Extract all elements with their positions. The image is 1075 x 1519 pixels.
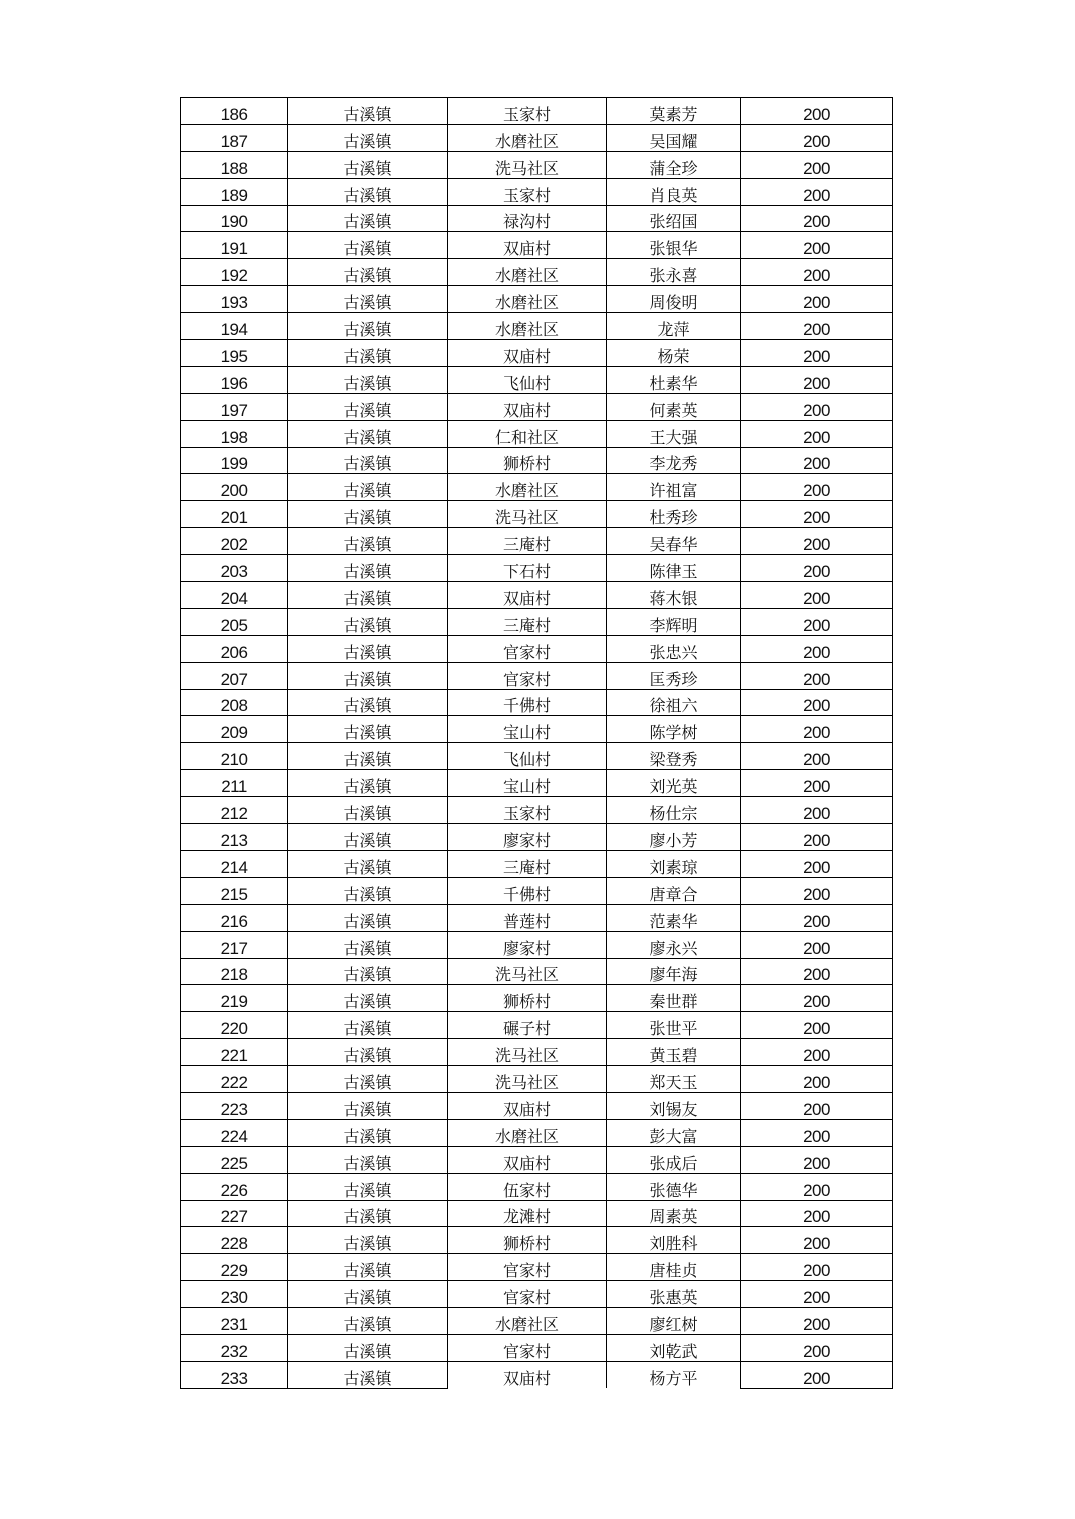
cell-row-number: 221 — [181, 1039, 288, 1066]
cell-row-number: 222 — [181, 1066, 288, 1093]
cell-town-name: 古溪镇 — [288, 259, 448, 286]
cell-town-name: 古溪镇 — [288, 1173, 448, 1200]
cell-amount: 200 — [741, 1227, 893, 1254]
cell-person-name: 张成后 — [607, 1146, 741, 1173]
cell-row-number: 217 — [181, 931, 288, 958]
cell-person-name: 蒲全珍 — [607, 151, 741, 178]
cell-person-name: 廖年海 — [607, 958, 741, 985]
table-row — [181, 528, 893, 555]
cell-village-name: 仁和社区 — [448, 420, 607, 447]
cell-amount: 200 — [741, 662, 893, 689]
table-row — [181, 474, 893, 501]
cell-amount: 200 — [741, 474, 893, 501]
cell-row-number: 198 — [181, 420, 288, 447]
cell-town-name: 古溪镇 — [288, 205, 448, 232]
table-row — [181, 286, 893, 313]
table-row — [181, 743, 893, 770]
table-row — [181, 1361, 893, 1388]
cell-village-name: 官家村 — [448, 662, 607, 689]
cell-person-name: 张绍国 — [607, 205, 741, 232]
cell-town-name: 古溪镇 — [288, 770, 448, 797]
cell-row-number: 210 — [181, 743, 288, 770]
cell-town-name: 古溪镇 — [288, 420, 448, 447]
cell-village-name: 双庙村 — [448, 1361, 607, 1388]
table-row — [181, 366, 893, 393]
table-row — [181, 797, 893, 824]
cell-village-name: 水磨社区 — [448, 1119, 607, 1146]
cell-amount: 200 — [741, 689, 893, 716]
cell-amount: 200 — [741, 501, 893, 528]
cell-village-name: 狮桥村 — [448, 447, 607, 474]
cell-row-number: 193 — [181, 286, 288, 313]
table-row — [181, 1173, 893, 1200]
cell-town-name: 古溪镇 — [288, 743, 448, 770]
cell-person-name: 匡秀珍 — [607, 662, 741, 689]
table-row — [181, 635, 893, 662]
cell-town-name: 古溪镇 — [288, 1200, 448, 1227]
cell-row-number: 214 — [181, 850, 288, 877]
cell-row-number: 208 — [181, 689, 288, 716]
cell-village-name: 飞仙村 — [448, 743, 607, 770]
cell-person-name: 郑天玉 — [607, 1066, 741, 1093]
table-row — [181, 1039, 893, 1066]
table-row — [181, 447, 893, 474]
cell-amount: 200 — [741, 555, 893, 582]
cell-town-name: 古溪镇 — [288, 555, 448, 582]
cell-row-number: 227 — [181, 1200, 288, 1227]
table-row — [181, 608, 893, 635]
cell-row-number: 219 — [181, 985, 288, 1012]
cell-person-name: 吴春华 — [607, 528, 741, 555]
cell-amount: 200 — [741, 286, 893, 313]
cell-person-name: 蒋木银 — [607, 582, 741, 609]
cell-amount: 200 — [741, 528, 893, 555]
cell-amount: 200 — [741, 178, 893, 205]
cell-person-name: 何素英 — [607, 393, 741, 420]
cell-row-number: 209 — [181, 716, 288, 743]
table-row — [181, 420, 893, 447]
cell-town-name: 古溪镇 — [288, 824, 448, 851]
cell-person-name: 梁登秀 — [607, 743, 741, 770]
cell-village-name: 宝山村 — [448, 770, 607, 797]
cell-row-number: 216 — [181, 904, 288, 931]
cell-person-name: 李龙秀 — [607, 447, 741, 474]
cell-town-name: 古溪镇 — [288, 797, 448, 824]
cell-amount: 200 — [741, 98, 893, 125]
table-row — [181, 1200, 893, 1227]
table-row — [181, 1012, 893, 1039]
cell-amount: 200 — [741, 743, 893, 770]
cell-row-number: 192 — [181, 259, 288, 286]
cell-person-name: 唐章合 — [607, 877, 741, 904]
cell-person-name: 杨方平 — [607, 1361, 741, 1388]
cell-person-name: 龙萍 — [607, 313, 741, 340]
subsidy-table — [180, 97, 893, 1389]
cell-amount: 200 — [741, 340, 893, 367]
cell-amount: 200 — [741, 877, 893, 904]
cell-row-number: 203 — [181, 555, 288, 582]
cell-town-name: 古溪镇 — [288, 1334, 448, 1361]
cell-village-name: 双庙村 — [448, 1146, 607, 1173]
cell-village-name: 水磨社区 — [448, 1308, 607, 1335]
cell-row-number: 196 — [181, 366, 288, 393]
cell-town-name: 古溪镇 — [288, 958, 448, 985]
cell-row-number: 187 — [181, 124, 288, 151]
cell-town-name: 古溪镇 — [288, 98, 448, 125]
table-row — [181, 770, 893, 797]
cell-amount: 200 — [741, 420, 893, 447]
cell-town-name: 古溪镇 — [288, 985, 448, 1012]
subsidy-table-container — [180, 97, 892, 1389]
cell-person-name: 刘锡友 — [607, 1092, 741, 1119]
cell-row-number: 202 — [181, 528, 288, 555]
table-row — [181, 1146, 893, 1173]
cell-amount: 200 — [741, 1039, 893, 1066]
cell-row-number: 223 — [181, 1092, 288, 1119]
table-row — [181, 1066, 893, 1093]
cell-town-name: 古溪镇 — [288, 582, 448, 609]
cell-amount: 200 — [741, 1146, 893, 1173]
cell-amount: 200 — [741, 716, 893, 743]
cell-town-name: 古溪镇 — [288, 232, 448, 259]
cell-village-name: 官家村 — [448, 635, 607, 662]
cell-row-number: 199 — [181, 447, 288, 474]
cell-row-number: 229 — [181, 1254, 288, 1281]
cell-amount: 200 — [741, 1254, 893, 1281]
cell-town-name: 古溪镇 — [288, 151, 448, 178]
cell-town-name: 古溪镇 — [288, 528, 448, 555]
cell-town-name: 古溪镇 — [288, 1227, 448, 1254]
cell-amount: 200 — [741, 635, 893, 662]
cell-amount: 200 — [741, 1119, 893, 1146]
cell-amount: 200 — [741, 1092, 893, 1119]
cell-village-name: 狮桥村 — [448, 1227, 607, 1254]
table-row — [181, 877, 893, 904]
cell-person-name: 李辉明 — [607, 608, 741, 635]
cell-town-name: 古溪镇 — [288, 340, 448, 367]
cell-row-number: 232 — [181, 1334, 288, 1361]
cell-village-name: 水磨社区 — [448, 474, 607, 501]
cell-person-name: 张银华 — [607, 232, 741, 259]
table-row — [181, 313, 893, 340]
cell-amount: 200 — [741, 1308, 893, 1335]
table-row — [181, 1281, 893, 1308]
cell-town-name: 古溪镇 — [288, 635, 448, 662]
cell-amount: 200 — [741, 608, 893, 635]
cell-village-name: 双庙村 — [448, 340, 607, 367]
cell-person-name: 徐祖六 — [607, 689, 741, 716]
cell-town-name: 古溪镇 — [288, 877, 448, 904]
cell-person-name: 张德华 — [607, 1173, 741, 1200]
cell-row-number: 204 — [181, 582, 288, 609]
cell-town-name: 古溪镇 — [288, 178, 448, 205]
table-row — [181, 1092, 893, 1119]
table-row — [181, 205, 893, 232]
table-row — [181, 151, 893, 178]
cell-village-name: 水磨社区 — [448, 313, 607, 340]
table-row — [181, 232, 893, 259]
cell-amount: 200 — [741, 824, 893, 851]
cell-row-number: 212 — [181, 797, 288, 824]
cell-village-name: 三庵村 — [448, 528, 607, 555]
cell-town-name: 古溪镇 — [288, 1039, 448, 1066]
cell-row-number: 215 — [181, 877, 288, 904]
cell-person-name: 黄玉碧 — [607, 1039, 741, 1066]
table-row — [181, 716, 893, 743]
table-body — [181, 98, 893, 1389]
cell-person-name: 张惠英 — [607, 1281, 741, 1308]
cell-person-name: 廖红树 — [607, 1308, 741, 1335]
cell-village-name: 水磨社区 — [448, 286, 607, 313]
table-row — [181, 850, 893, 877]
cell-town-name: 古溪镇 — [288, 447, 448, 474]
cell-person-name: 刘胜科 — [607, 1227, 741, 1254]
cell-village-name: 千佛村 — [448, 689, 607, 716]
cell-person-name: 吴国耀 — [607, 124, 741, 151]
cell-person-name: 周素英 — [607, 1200, 741, 1227]
cell-town-name: 古溪镇 — [288, 1066, 448, 1093]
cell-town-name: 古溪镇 — [288, 313, 448, 340]
table-row — [181, 582, 893, 609]
cell-person-name: 陈学树 — [607, 716, 741, 743]
cell-town-name: 古溪镇 — [288, 286, 448, 313]
cell-person-name: 廖小芳 — [607, 824, 741, 851]
cell-town-name: 古溪镇 — [288, 904, 448, 931]
cell-person-name: 许祖富 — [607, 474, 741, 501]
cell-village-name: 洗马社区 — [448, 1066, 607, 1093]
table-row — [181, 340, 893, 367]
table-row — [181, 931, 893, 958]
table-row — [181, 259, 893, 286]
cell-village-name: 双庙村 — [448, 232, 607, 259]
cell-town-name: 古溪镇 — [288, 393, 448, 420]
cell-row-number: 206 — [181, 635, 288, 662]
table-row — [181, 393, 893, 420]
table-row — [181, 689, 893, 716]
cell-village-name: 宝山村 — [448, 716, 607, 743]
cell-person-name: 张世平 — [607, 1012, 741, 1039]
table-row — [181, 1308, 893, 1335]
cell-row-number: 213 — [181, 824, 288, 851]
cell-town-name: 古溪镇 — [288, 1308, 448, 1335]
cell-amount: 200 — [741, 1173, 893, 1200]
cell-village-name: 龙滩村 — [448, 1200, 607, 1227]
cell-village-name: 洗马社区 — [448, 1039, 607, 1066]
table-row — [181, 958, 893, 985]
cell-person-name: 杜秀珍 — [607, 501, 741, 528]
cell-row-number: 225 — [181, 1146, 288, 1173]
cell-row-number: 190 — [181, 205, 288, 232]
cell-person-name: 杨仕宗 — [607, 797, 741, 824]
cell-amount: 200 — [741, 366, 893, 393]
cell-village-name: 官家村 — [448, 1334, 607, 1361]
cell-person-name: 彭大富 — [607, 1119, 741, 1146]
cell-town-name: 古溪镇 — [288, 474, 448, 501]
cell-person-name: 张忠兴 — [607, 635, 741, 662]
cell-amount: 200 — [741, 393, 893, 420]
table-row — [181, 501, 893, 528]
cell-person-name: 莫素芳 — [607, 98, 741, 125]
cell-row-number: 189 — [181, 178, 288, 205]
cell-person-name: 杨荣 — [607, 340, 741, 367]
cell-village-name: 普莲村 — [448, 904, 607, 931]
cell-row-number: 207 — [181, 662, 288, 689]
cell-village-name: 玉家村 — [448, 797, 607, 824]
cell-village-name: 洗马社区 — [448, 501, 607, 528]
cell-amount: 200 — [741, 232, 893, 259]
cell-village-name: 玉家村 — [448, 98, 607, 125]
cell-row-number: 220 — [181, 1012, 288, 1039]
table-row — [181, 824, 893, 851]
cell-amount: 200 — [741, 259, 893, 286]
table-row — [181, 178, 893, 205]
cell-amount: 200 — [741, 1281, 893, 1308]
cell-town-name: 古溪镇 — [288, 1361, 448, 1388]
cell-village-name: 双庙村 — [448, 582, 607, 609]
cell-person-name: 陈律玉 — [607, 555, 741, 582]
cell-village-name: 洗马社区 — [448, 958, 607, 985]
cell-person-name: 秦世群 — [607, 985, 741, 1012]
cell-person-name: 杜素华 — [607, 366, 741, 393]
cell-row-number: 195 — [181, 340, 288, 367]
table-row — [181, 1254, 893, 1281]
cell-village-name: 水磨社区 — [448, 124, 607, 151]
cell-town-name: 古溪镇 — [288, 716, 448, 743]
cell-amount: 200 — [741, 958, 893, 985]
cell-row-number: 194 — [181, 313, 288, 340]
cell-row-number: 188 — [181, 151, 288, 178]
cell-village-name: 洗马社区 — [448, 151, 607, 178]
cell-amount: 200 — [741, 1012, 893, 1039]
cell-village-name: 飞仙村 — [448, 366, 607, 393]
cell-row-number: 205 — [181, 608, 288, 635]
table-row — [181, 662, 893, 689]
table-row — [181, 904, 893, 931]
cell-village-name: 双庙村 — [448, 1092, 607, 1119]
cell-town-name: 古溪镇 — [288, 1012, 448, 1039]
cell-row-number: 211 — [181, 770, 288, 797]
cell-person-name: 刘乾武 — [607, 1334, 741, 1361]
cell-village-name: 下石村 — [448, 555, 607, 582]
cell-town-name: 古溪镇 — [288, 1092, 448, 1119]
cell-village-name: 伍家村 — [448, 1173, 607, 1200]
cell-town-name: 古溪镇 — [288, 608, 448, 635]
cell-village-name: 官家村 — [448, 1281, 607, 1308]
table-row — [181, 124, 893, 151]
cell-row-number: 197 — [181, 393, 288, 420]
cell-town-name: 古溪镇 — [288, 850, 448, 877]
cell-row-number: 191 — [181, 232, 288, 259]
cell-amount: 200 — [741, 313, 893, 340]
cell-amount: 200 — [741, 1361, 893, 1388]
cell-village-name: 廖家村 — [448, 931, 607, 958]
table-row — [181, 1334, 893, 1361]
cell-town-name: 古溪镇 — [288, 1119, 448, 1146]
cell-amount: 200 — [741, 797, 893, 824]
cell-person-name: 张永喜 — [607, 259, 741, 286]
cell-town-name: 古溪镇 — [288, 1254, 448, 1281]
cell-village-name: 玉家村 — [448, 178, 607, 205]
cell-village-name: 双庙村 — [448, 393, 607, 420]
cell-row-number: 186 — [181, 98, 288, 125]
cell-row-number: 233 — [181, 1361, 288, 1388]
cell-amount: 200 — [741, 1334, 893, 1361]
cell-town-name: 古溪镇 — [288, 1146, 448, 1173]
cell-person-name: 王大强 — [607, 420, 741, 447]
cell-amount: 200 — [741, 985, 893, 1012]
cell-village-name: 千佛村 — [448, 877, 607, 904]
cell-person-name: 刘光英 — [607, 770, 741, 797]
cell-row-number: 218 — [181, 958, 288, 985]
cell-village-name: 碾子村 — [448, 1012, 607, 1039]
cell-person-name: 廖永兴 — [607, 931, 741, 958]
cell-person-name: 唐桂贞 — [607, 1254, 741, 1281]
cell-village-name: 三庵村 — [448, 850, 607, 877]
cell-amount: 200 — [741, 1066, 893, 1093]
cell-amount: 200 — [741, 1200, 893, 1227]
cell-amount: 200 — [741, 904, 893, 931]
cell-village-name: 禄沟村 — [448, 205, 607, 232]
cell-town-name: 古溪镇 — [288, 124, 448, 151]
cell-amount: 200 — [741, 151, 893, 178]
cell-amount: 200 — [741, 582, 893, 609]
cell-row-number: 224 — [181, 1119, 288, 1146]
cell-amount: 200 — [741, 124, 893, 151]
cell-amount: 200 — [741, 931, 893, 958]
cell-row-number: 201 — [181, 501, 288, 528]
table-row — [181, 555, 893, 582]
cell-village-name: 三庵村 — [448, 608, 607, 635]
cell-town-name: 古溪镇 — [288, 1281, 448, 1308]
cell-town-name: 古溪镇 — [288, 366, 448, 393]
cell-row-number: 228 — [181, 1227, 288, 1254]
cell-village-name: 水磨社区 — [448, 259, 607, 286]
table-row — [181, 1227, 893, 1254]
cell-village-name: 官家村 — [448, 1254, 607, 1281]
cell-town-name: 古溪镇 — [288, 931, 448, 958]
cell-amount: 200 — [741, 770, 893, 797]
cell-person-name: 周俊明 — [607, 286, 741, 313]
cell-village-name: 廖家村 — [448, 824, 607, 851]
cell-town-name: 古溪镇 — [288, 662, 448, 689]
cell-row-number: 231 — [181, 1308, 288, 1335]
table-row — [181, 98, 893, 125]
cell-town-name: 古溪镇 — [288, 501, 448, 528]
cell-row-number: 230 — [181, 1281, 288, 1308]
cell-row-number: 200 — [181, 474, 288, 501]
cell-amount: 200 — [741, 850, 893, 877]
cell-amount: 200 — [741, 447, 893, 474]
cell-person-name: 刘素琼 — [607, 850, 741, 877]
cell-amount: 200 — [741, 205, 893, 232]
table-row — [181, 1119, 893, 1146]
cell-person-name: 肖良英 — [607, 178, 741, 205]
table-row — [181, 985, 893, 1012]
cell-town-name: 古溪镇 — [288, 689, 448, 716]
cell-row-number: 226 — [181, 1173, 288, 1200]
cell-village-name: 狮桥村 — [448, 985, 607, 1012]
cell-person-name: 范素华 — [607, 904, 741, 931]
